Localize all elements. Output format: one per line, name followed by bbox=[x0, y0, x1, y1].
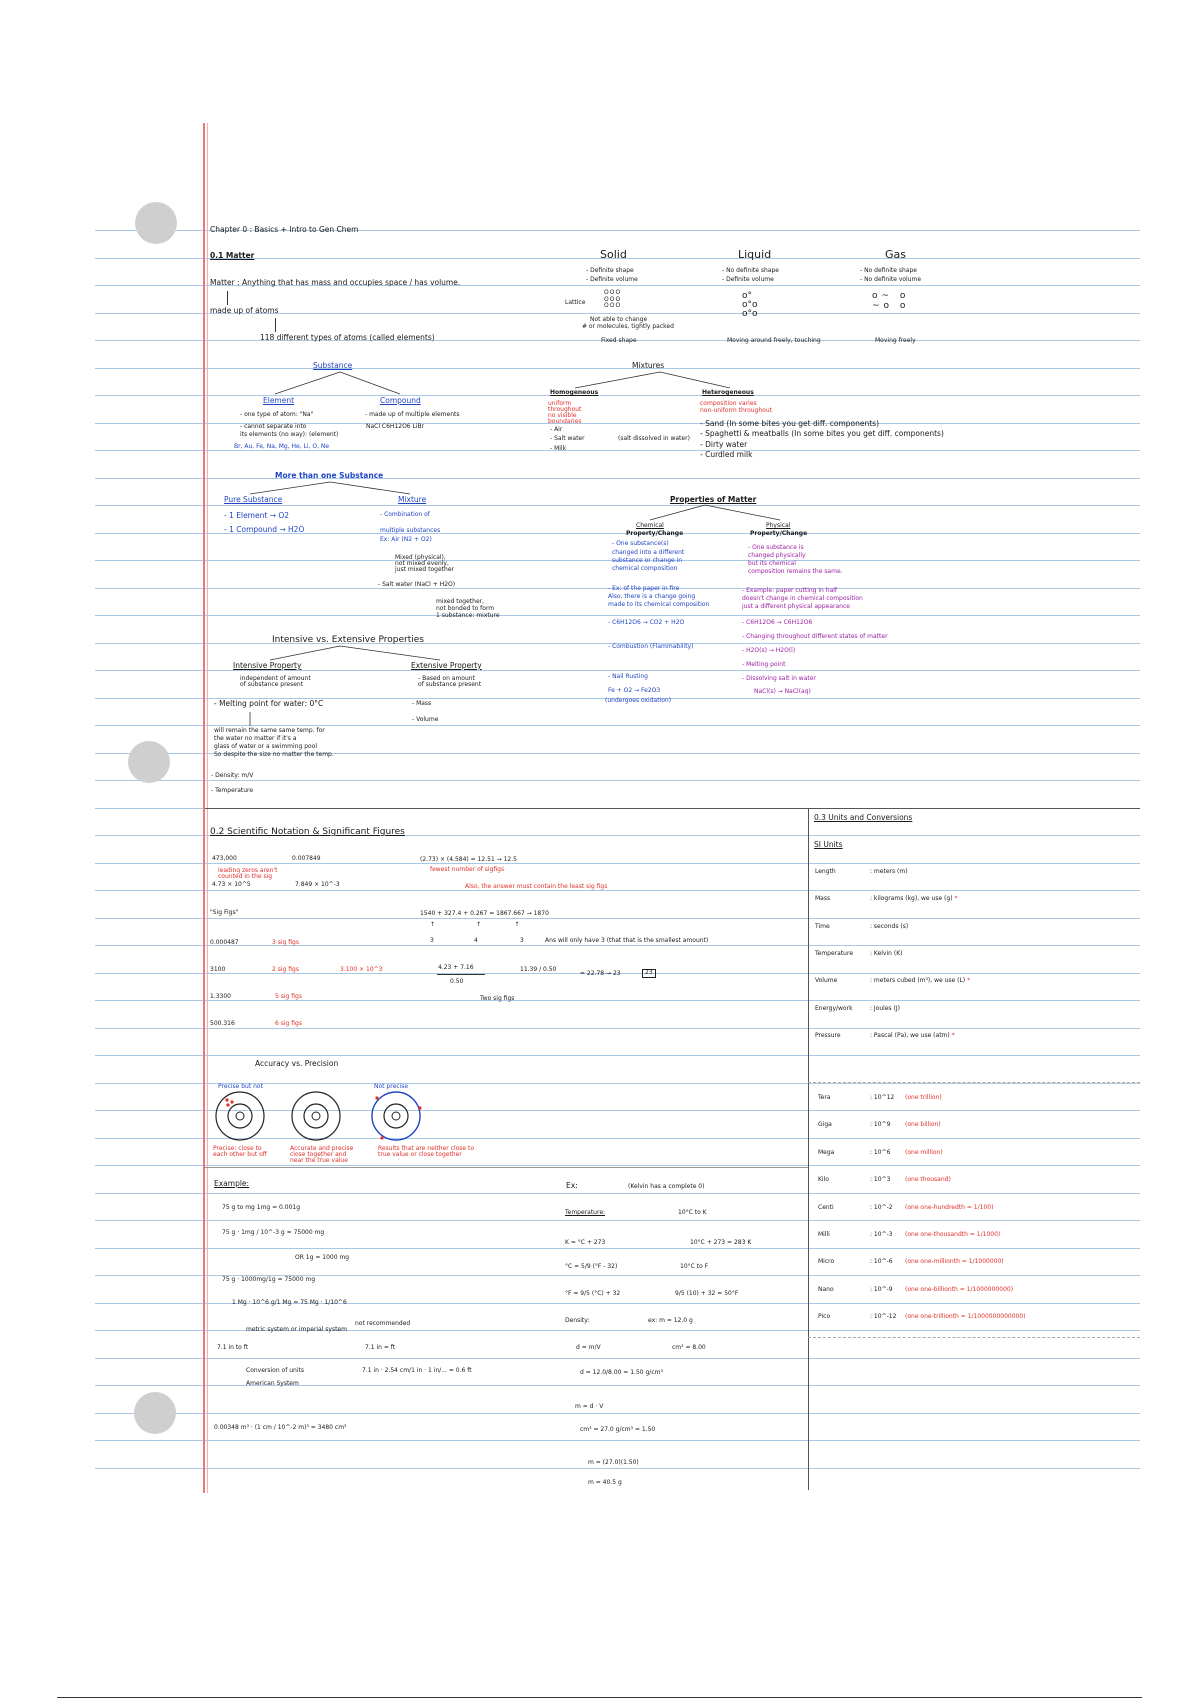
div-mid: 11.39 / 0.50 bbox=[520, 966, 557, 973]
target-1-note: Precise but not bbox=[218, 1083, 263, 1090]
element-title: Element bbox=[263, 396, 295, 405]
mult-note-1: fewest number of sigfigs bbox=[430, 866, 505, 873]
state-solid-title: Solid bbox=[600, 248, 627, 261]
si-star: * bbox=[949, 1031, 955, 1039]
state-gas-title: Gas bbox=[885, 248, 906, 261]
homogeneous-title: Homogeneous bbox=[550, 389, 599, 396]
div-note: Two sig figs bbox=[480, 995, 515, 1002]
div-boxed-answer: 23 bbox=[642, 969, 656, 978]
density-formula: d = m/V bbox=[576, 1344, 601, 1351]
si-unit: : meters cubed (m³), we use (L) * bbox=[870, 977, 971, 985]
si-unit: : seconds (s) bbox=[870, 922, 909, 930]
phys-ex-1: - Example: paper cutting in half bbox=[742, 587, 838, 594]
celsius-formula: °C = 5/9 (°F - 32) bbox=[565, 1263, 618, 1270]
si-quantity: Pressure bbox=[815, 1031, 841, 1039]
ex-line-4: 1 Mg · 10^6 g/1 Mg = 75 Mg · 1/10^6 bbox=[232, 1299, 347, 1306]
substance-title: Substance bbox=[313, 361, 353, 370]
fahrenheit-formula: °F = 9/5 (°C) + 32 bbox=[565, 1290, 621, 1297]
hetero-note-2: non-uniform throughout bbox=[700, 407, 773, 414]
solid-prop-1: - Definite shape bbox=[586, 267, 634, 274]
units-title: 0.3 Units and Conversions bbox=[814, 813, 913, 822]
gas-prop-2: - No definite volume bbox=[860, 276, 922, 283]
temperature-title: Temperature: bbox=[565, 1209, 606, 1216]
si-quantity: Volume bbox=[815, 977, 838, 985]
element-examples: Br, Au, Fe, Na, Mg, He, Li, O, Ne bbox=[234, 443, 330, 450]
intensive-note2-1: will remain the same same temp. for bbox=[214, 727, 325, 734]
ex-line-6: 7.1 in to ft bbox=[217, 1344, 249, 1351]
element-line-2: - cannot separate into bbox=[240, 423, 307, 430]
prefix-name: Mega bbox=[818, 1148, 835, 1156]
prefix-note: (one billion) bbox=[905, 1121, 941, 1129]
mult-example: (2.73) × (4.584) = 12.51 → 12.5 bbox=[420, 856, 517, 863]
hetero-item-spaghetti: - Spaghetti & meatballs (In some bites you get diff. components) bbox=[700, 429, 944, 438]
mixture-note1-1: Mixed (physical), bbox=[395, 554, 446, 561]
mixture-title: Mixture bbox=[398, 495, 427, 504]
phys-dissolve: - Dissolving salt in water bbox=[742, 675, 816, 682]
ex-line-1: 75 g · 1mg / 10^-3 g = 75000 mg bbox=[222, 1229, 325, 1236]
si-units-title: SI Units bbox=[814, 840, 843, 849]
solid-note-2: # or molecules, tightly packed bbox=[582, 323, 674, 330]
ex-line-9: 0.00348 m³ · (1 cm / 10^-2 m)³ = 3480 cm³ bbox=[214, 1424, 347, 1431]
extensive-note-1: - Based on amount bbox=[418, 675, 475, 682]
physical-title: Physical bbox=[766, 522, 791, 529]
ex-line-7: 7.1 in = ft bbox=[365, 1344, 396, 1351]
prefix-note: (one one-thousandth = 1/1000) bbox=[905, 1231, 1001, 1238]
hetero-item-milk: - Curdled milk bbox=[700, 450, 753, 459]
si-unit: : Pascal (Pa), we use (atm) * bbox=[870, 1031, 955, 1039]
solid-note-1: Not able to change bbox=[590, 316, 648, 323]
hetero-item-sand: - Sand (In some bites you get diff. components) bbox=[700, 419, 880, 428]
prefix-value: : 10^-12 bbox=[870, 1313, 897, 1321]
extensive-volume: - Volume bbox=[412, 716, 439, 723]
made-of-atoms: made up of atoms bbox=[210, 306, 279, 315]
saltwater-mixture: - Salt water (NaCl + H2O) bbox=[378, 581, 456, 588]
add-digit-3: 3 bbox=[520, 937, 524, 944]
state-liquid-title: Liquid bbox=[738, 248, 772, 261]
sigfigs-subtitle: "Sig Figs" bbox=[210, 909, 239, 916]
temperature-question: 10°C to K bbox=[678, 1209, 707, 1216]
div-denominator: 0.50 bbox=[450, 978, 464, 985]
si-quantity: Mass bbox=[815, 895, 831, 903]
homog-item-saltwater: - Salt water bbox=[550, 435, 585, 442]
si-star: * bbox=[952, 895, 958, 903]
add-arrows: ↑ ↑ ↑ bbox=[430, 921, 522, 928]
si-star: * bbox=[965, 977, 971, 985]
prefix-value: : 10^-2 bbox=[870, 1203, 893, 1211]
sf-row-0-num: 0.000487 bbox=[210, 939, 239, 946]
ex-line-0: 75 g to mg 1mg = 0.001g bbox=[222, 1204, 301, 1211]
phys-line-4: composition remains the same. bbox=[748, 568, 843, 575]
target-3-caption-2: true value or close together bbox=[378, 1151, 462, 1158]
liquid-caption: Moving around freely, touching bbox=[727, 337, 821, 344]
extensive-title: Extensive Property bbox=[411, 661, 482, 670]
add-note: Ans will only have 3 (that that is the smallest amount) bbox=[545, 937, 709, 944]
chem-line-2: changed into a different bbox=[612, 549, 685, 556]
chem-line-1: - One substance(s) bbox=[612, 540, 669, 547]
density-calc: d = 12.0/8.00 = 1.50 g/cm³ bbox=[580, 1369, 663, 1376]
div-numerator: 4.23 + 7.16 bbox=[438, 964, 474, 971]
mixture-note1-2: not mixed evenly, bbox=[395, 560, 449, 567]
element-line-3: its elements (no way): (element) bbox=[240, 431, 339, 438]
sf-row-1-count: 2 sig figs bbox=[272, 966, 299, 973]
si-quantity: Length bbox=[815, 868, 836, 875]
phys-line-3: but its chemical bbox=[748, 560, 796, 567]
solid-particles: OOO OOO OOO bbox=[604, 289, 622, 310]
extensive-note-2: of substance present bbox=[418, 681, 482, 688]
sci-note-2: 7.849 × 10^-3 bbox=[295, 881, 340, 888]
si-unit: : kilograms (kg), we use (g) * bbox=[870, 895, 958, 903]
prefix-note: (one thousand) bbox=[905, 1176, 951, 1184]
ex-line-8: 7.1 in · 2.54 cm/1 in · 1 in/... = 0.6 ft bbox=[362, 1367, 472, 1374]
homog-note-4: boundaries bbox=[548, 418, 582, 425]
more-than-one-title: More than one Substance bbox=[275, 471, 384, 480]
prefix-note: (one million) bbox=[905, 1148, 943, 1156]
ex-note-0: metric system or imperial system bbox=[246, 1326, 347, 1333]
physical-subtitle: Property/Change bbox=[750, 530, 808, 537]
homog-note-2: throughout bbox=[548, 406, 582, 413]
mixture-item-1: - Combination of bbox=[380, 511, 430, 518]
mixture-note1-3: just mixed together bbox=[395, 566, 454, 573]
sf-row-2-count: 5 sig figs bbox=[275, 993, 302, 1000]
matter-definition: Matter : Anything that has mass and occupies space / has volume. bbox=[210, 278, 461, 287]
chem-ex-1: - Ex: of the paper in fire bbox=[608, 585, 680, 592]
int-ext-title: Intensive vs. Extensive Properties bbox=[272, 635, 424, 645]
gas-prop-1: - No definite shape bbox=[860, 267, 917, 274]
target-2-caption-1: Accurate and precise bbox=[290, 1145, 354, 1152]
prefix-value: : 10^-3 bbox=[870, 1231, 893, 1238]
add-digit-1: 3 bbox=[430, 937, 434, 944]
pure-item-2: - 1 Compound → H2O bbox=[224, 525, 305, 534]
mixture-note2-2: not bonded to form bbox=[436, 605, 495, 612]
sci-note-1: 0.007849 bbox=[292, 855, 321, 862]
phys-eq-1: - C6H12O6 → C6H12O6 bbox=[742, 619, 813, 626]
compound-line-1: - made up of multiple elements bbox=[365, 411, 460, 418]
prefix-name: Kilo bbox=[818, 1176, 829, 1184]
element-line-1: - one type of atom: "Na" bbox=[240, 411, 314, 418]
intensive-note2-2: the water no matter if it's a bbox=[214, 735, 297, 742]
add-example: 1540 + 327.4 + 0.267 = 1867.667 → 1870 bbox=[420, 910, 549, 917]
phys-eq-2: - H2O(s) → H2O(l) bbox=[742, 647, 796, 654]
section-title-matter: 0.1 Matter bbox=[210, 251, 255, 260]
chem-line-3: substance or change in bbox=[612, 557, 683, 564]
phys-dissolve-eq: NaCl(s) → NaCl(aq) bbox=[754, 688, 811, 695]
sf-row-3-num: 500.316 bbox=[210, 1020, 235, 1027]
intensive-note2-3: glass of water or a swimming pool bbox=[214, 743, 318, 750]
ex-note-2: American System bbox=[246, 1380, 299, 1387]
ex2-label: Ex: bbox=[566, 1181, 578, 1190]
sigfigs-title: 0.2 Scientific Notation & Significant Figures bbox=[210, 827, 405, 837]
hetero-item-dirtywater: - Dirty water bbox=[700, 440, 748, 449]
extensive-mass: - Mass bbox=[412, 700, 432, 707]
homog-note-3: no visible bbox=[548, 412, 577, 419]
compound-line-2: NaCl C6H12O6 LiBr bbox=[366, 423, 425, 430]
elements-note: 118 different types of atoms (called elements) bbox=[260, 333, 435, 342]
intensive-note2-4: So despite the size no matter the temp. bbox=[214, 751, 334, 758]
intensive-note-1: independent of amount bbox=[240, 675, 311, 682]
prefix-value: : 10^6 bbox=[870, 1148, 891, 1156]
homog-item-milk: - Milk bbox=[550, 445, 567, 452]
mass-result: m = 40.5 g bbox=[588, 1479, 622, 1486]
mixture-note2-3: 1 substance: mixture bbox=[436, 612, 500, 619]
mult-note-2: Also, the answer must contain the least sig figs bbox=[465, 883, 608, 890]
chem-line-4: chemical composition bbox=[612, 565, 678, 572]
chem-rust: - Nail Rusting bbox=[608, 673, 648, 680]
prefix-value: : 10^3 bbox=[870, 1176, 891, 1184]
pure-substance-title: Pure Substance bbox=[224, 495, 283, 504]
prefix-note: (one trillion) bbox=[905, 1094, 942, 1101]
mixtures-title: Mixtures bbox=[632, 361, 665, 370]
chemical-title: Chemical bbox=[636, 522, 664, 529]
examples-title: Example: bbox=[214, 1179, 250, 1188]
sci-val-1: 473,000 bbox=[212, 855, 237, 862]
mixture-item-3: Ex: Air (N2 + O2) bbox=[380, 536, 432, 543]
celsius-question: 10°C to F bbox=[680, 1263, 709, 1270]
prefix-name: Micro bbox=[818, 1258, 835, 1266]
prefix-value: : 10^-9 bbox=[870, 1285, 893, 1293]
target-3-note: Not precise bbox=[374, 1083, 409, 1090]
gas-caption: Moving freely bbox=[875, 337, 916, 344]
prefix-name: Giga bbox=[818, 1121, 832, 1129]
prefix-name: Milli bbox=[818, 1231, 830, 1238]
phys-states: - Changing throughout different states of matter bbox=[742, 633, 888, 640]
target-2-caption-2: close together and bbox=[290, 1151, 347, 1158]
si-unit: : Joules (J) bbox=[870, 1004, 901, 1012]
solid-lattice-label: Lattice bbox=[565, 299, 586, 306]
kelvin-formula: K = °C + 273 bbox=[565, 1239, 606, 1246]
liquid-prop-1: - No definite shape bbox=[722, 267, 779, 274]
chemical-subtitle: Property/Change bbox=[626, 530, 684, 537]
sci-red-note-1: leading zeros aren't bbox=[218, 867, 278, 874]
intensive-title: Intensive Property bbox=[233, 661, 302, 670]
ex-line-3: 75 g · 1000mg/1g = 75000 mg bbox=[222, 1276, 316, 1283]
chem-rust-eq: Fe + O2 → Fe2O3 bbox=[608, 687, 661, 694]
prefix-note: (one one-millionth = 1/1000000) bbox=[905, 1258, 1004, 1266]
ex-line-5: not recommended bbox=[355, 1320, 411, 1327]
prefix-name: Nano bbox=[818, 1285, 834, 1293]
prefix-name: Tera bbox=[818, 1094, 831, 1101]
sf-row-1-sci: 3.100 × 10^3 bbox=[340, 966, 383, 973]
phys-line-1: - One substance is bbox=[748, 544, 804, 551]
gas-particles: o~ o ~o o bbox=[872, 291, 910, 311]
intensive-item-melting: - Melting point for water: 0°C bbox=[214, 699, 324, 708]
chem-combustion: - Combustion (Flammability) bbox=[608, 643, 694, 650]
chem-ex-3: made to its chemical composition bbox=[608, 601, 710, 608]
div-result: = 22.78 → 23 bbox=[580, 970, 621, 977]
si-unit: : Kelvin (K) bbox=[870, 949, 903, 957]
mixture-note2-1: mixed together, bbox=[436, 598, 485, 605]
homog-note-1: uniform bbox=[548, 400, 572, 407]
properties-title: Properties of Matter bbox=[670, 495, 757, 504]
target-1-caption-1: Precise: close to bbox=[213, 1145, 262, 1152]
density-example: ex: m = 12.0 g bbox=[648, 1317, 693, 1324]
density-title: Density: bbox=[565, 1317, 590, 1324]
sf-row-3-count: 6 sig figs bbox=[275, 1020, 302, 1027]
prefix-name: Centi bbox=[818, 1203, 834, 1211]
accuracy-title: Accuracy vs. Precision bbox=[255, 1059, 339, 1068]
solid-prop-2: - Definite volume bbox=[586, 276, 638, 283]
mixture-item-2: multiple substances bbox=[380, 527, 441, 534]
sf-row-1-num: 3100 bbox=[210, 966, 226, 973]
kelvin-calc: 10°C + 273 = 283 K bbox=[690, 1239, 752, 1246]
sci-red-note-2: counted in the sig bbox=[218, 873, 273, 880]
mass-formula: m = d · V bbox=[575, 1403, 604, 1410]
target-1-caption-2: each other but off bbox=[213, 1151, 267, 1158]
heterogeneous-title: Heterogeneous bbox=[702, 389, 754, 396]
phys-ex-3: just a different physical appearance bbox=[742, 603, 850, 610]
liquid-particles: o° o°o o°o bbox=[742, 291, 758, 319]
si-quantity: Temperature bbox=[815, 949, 854, 957]
sci-val-2: 4.73 × 10^5 bbox=[212, 881, 251, 888]
prefix-value: : 10^-6 bbox=[870, 1258, 893, 1266]
solid-caption: Fixed shape bbox=[601, 337, 637, 344]
intensive-note-2: of substance present bbox=[240, 681, 304, 688]
homog-item-air: - Air bbox=[550, 426, 563, 433]
phys-line-2: changed physically bbox=[748, 552, 806, 559]
mass-values: cm³ = 27.0 g/cm³ = 1.50 bbox=[580, 1426, 656, 1433]
chem-eq-1: - C6H12O6 → CO2 + H2O bbox=[608, 619, 685, 626]
chapter-title: Chapter 0 : Basics + Intro to Gen Chem bbox=[210, 225, 359, 234]
target-2-caption-3: near the true value bbox=[290, 1157, 348, 1164]
hetero-note-1: composition varies bbox=[700, 400, 757, 407]
target-3-caption-1: Results that are neither close to bbox=[378, 1145, 475, 1152]
si-quantity: Time bbox=[815, 922, 830, 930]
ex-line-2: OR 1g = 1000 mg bbox=[295, 1254, 350, 1261]
intensive-density: - Density: m/V bbox=[211, 772, 254, 779]
si-unit: : meters (m) bbox=[870, 868, 908, 875]
fahrenheit-calc: 9/5 (10) + 32 = 50°F bbox=[675, 1290, 739, 1297]
pure-item-1: - 1 Element → O2 bbox=[224, 511, 290, 520]
prefix-note: (one one-hundredth = 1/100) bbox=[905, 1203, 994, 1211]
phys-melt: - Melting point bbox=[742, 661, 786, 668]
chem-ex-2: Also, there is a change going bbox=[608, 593, 696, 600]
prefix-value: : 10^9 bbox=[870, 1121, 891, 1129]
homog-arrow-note: (salt dissolved in water) bbox=[618, 435, 690, 442]
intensive-temperature: - Temperature bbox=[211, 787, 254, 794]
prefix-name: Pico bbox=[818, 1313, 831, 1321]
mass-calc: m = (27.0)(1.50) bbox=[588, 1459, 639, 1466]
phys-ex-2: doesn't change in chemical composition bbox=[742, 595, 863, 602]
liquid-prop-2: - Definite volume bbox=[722, 276, 774, 283]
ex-note-1: Conversion of units bbox=[246, 1367, 304, 1374]
chem-rust-note: (undergoes oxidation) bbox=[605, 697, 672, 704]
compound-title: Compound bbox=[380, 396, 421, 405]
prefix-note: (one one-billionth = 1/1000000000) bbox=[905, 1285, 1014, 1293]
prefix-value: : 10^12 bbox=[870, 1094, 895, 1101]
prefix-note: (one one-trillionth = 1/1000000000000) bbox=[905, 1313, 1026, 1321]
sf-row-2-num: 1.3300 bbox=[210, 993, 231, 1000]
add-digit-2: 4 bbox=[474, 937, 478, 944]
kelvin-note: (Kelvin has a complete 0) bbox=[628, 1183, 705, 1190]
density-volume: cm³ = 8.00 bbox=[672, 1344, 706, 1351]
sf-row-0-count: 3 sig figs bbox=[272, 939, 299, 946]
si-quantity: Energy/work bbox=[815, 1004, 853, 1012]
